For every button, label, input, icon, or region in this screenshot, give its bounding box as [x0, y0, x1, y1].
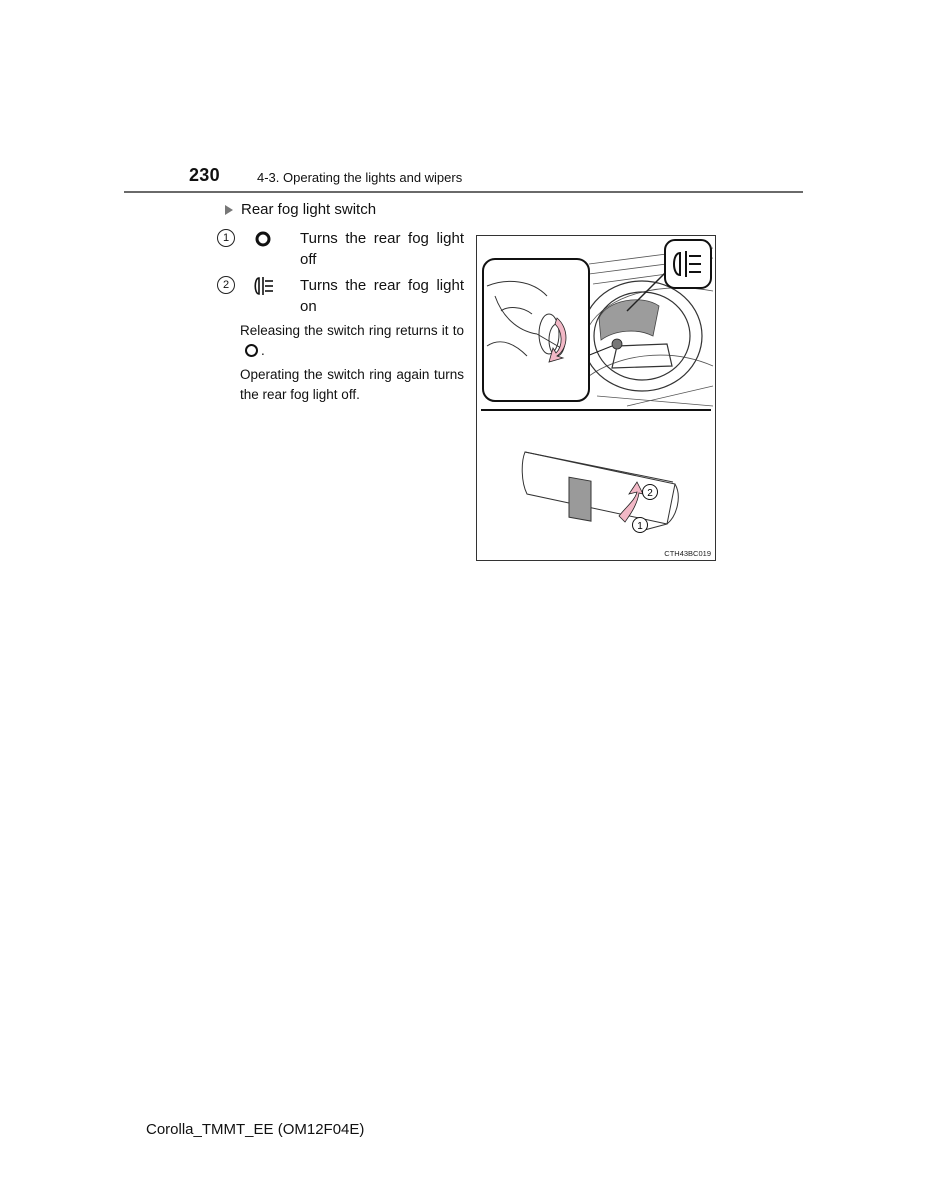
- figure-code: CTH43BC019: [664, 549, 711, 558]
- instrument-cluster: [599, 300, 659, 340]
- triangle-bullet-icon: [225, 205, 233, 215]
- release-note: [240, 321, 464, 361]
- steering-wheel: [582, 281, 702, 391]
- header-rule: [124, 191, 803, 193]
- release-note-end: .: [261, 343, 265, 358]
- item-number-1: 1: [217, 229, 235, 247]
- item-number-2: 2: [217, 276, 235, 294]
- footer: Corolla_TMMT_EE (OM12F04E): [146, 1121, 365, 1138]
- rear-fog-off-inline-icon: [245, 344, 258, 357]
- icon-callout-box: [665, 240, 711, 288]
- item-text-1: Turns the rear fog light off: [300, 230, 464, 268]
- switch-illustration: [477, 236, 715, 560]
- rear-fog-on-icon: [252, 275, 276, 297]
- subheading: [225, 201, 376, 218]
- page-number: 230: [189, 165, 220, 185]
- stalk-location: [612, 339, 622, 349]
- callout-label-1: 1: [637, 521, 643, 532]
- rear-fog-off-icon: [254, 230, 272, 248]
- item-text-2: Turns the rear fog light on: [300, 277, 464, 315]
- again-note: Operating the switch ring again turns the rear fog light off.: [240, 367, 464, 402]
- hand-inset-box: [483, 259, 589, 401]
- release-note-text: Releasing the switch ring returns it to: [240, 323, 464, 338]
- subheading-text: Rear fog light switch: [241, 201, 377, 218]
- section-title: 4-3. Operating the lights and wipers: [257, 170, 463, 185]
- callout-label-2: 2: [647, 488, 653, 499]
- illustration-frame: [476, 235, 716, 561]
